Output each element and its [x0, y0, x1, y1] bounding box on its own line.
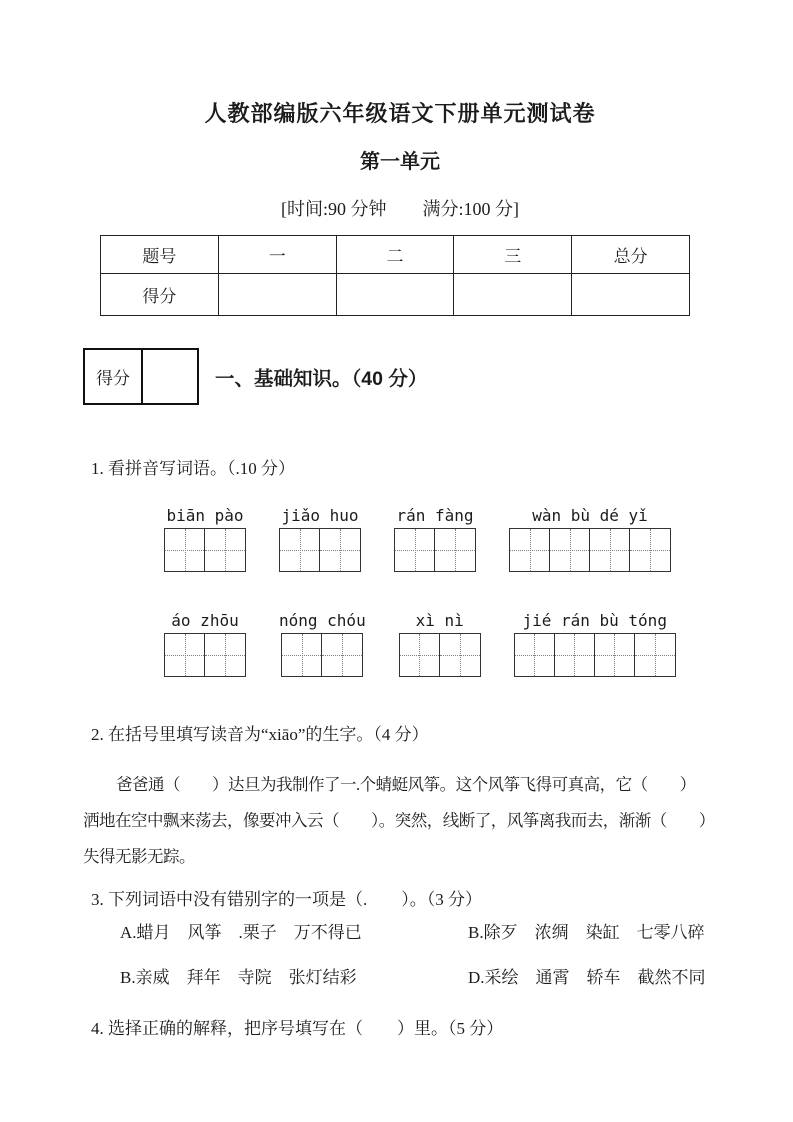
- options-row: [83, 966, 717, 990]
- pinyin-group: [164, 507, 246, 572]
- option-item: B.除歹 浓绸 染缸 七零八碎: [468, 923, 705, 942]
- writing-cell: [510, 529, 550, 571]
- question-4-text: 4. 选择正确的解释，把序号填写在（ ）里。（5 分）: [91, 1019, 504, 1038]
- writing-cell: [555, 634, 595, 676]
- pinyin-row: [83, 612, 717, 677]
- passage: [83, 767, 717, 875]
- pinyin-group: [509, 507, 671, 572]
- score-table-score-row: [101, 274, 690, 316]
- question-2-text: 2. 在括号里填写读音为“xiāo”的生字。（4 分）: [91, 725, 429, 744]
- pinyin-row: [83, 507, 717, 572]
- writing-cell: [630, 529, 670, 571]
- score-box-blank: [143, 350, 197, 403]
- writing-cell: [435, 529, 475, 571]
- writing-grid: [281, 633, 363, 677]
- question-1-text: 1. 看拼音写词语。（.10 分）: [91, 459, 295, 478]
- score-table-header-row: [101, 236, 690, 274]
- score-table-blank-cell: [572, 274, 690, 316]
- pinyin-group: [399, 612, 481, 677]
- pinyin-label: nóng chóu: [279, 611, 366, 630]
- writing-grid: [279, 528, 361, 572]
- writing-cell: [282, 634, 322, 676]
- writing-cell: [550, 529, 590, 571]
- pinyin-label: áo zhōu: [171, 611, 239, 630]
- option-item: D.采绘 通霄 轿车 截然不同: [468, 968, 706, 987]
- section-one-title: 一、基础知识。（40 分）: [215, 367, 428, 390]
- writing-cell: [400, 634, 440, 676]
- pinyin-group: [279, 612, 366, 677]
- pinyin-label: xì nì: [415, 611, 464, 630]
- writing-cell: [320, 529, 360, 571]
- paper-title: 人教部编版六年级语文下册单元测试卷: [204, 101, 596, 126]
- section-one-header: [83, 348, 717, 405]
- option-item: B.亲威 拜年 寺院 张灯结彩: [120, 968, 357, 987]
- pinyin-label: wàn bù dé yǐ: [532, 506, 648, 525]
- pinyin-label: biān pào: [166, 506, 244, 525]
- writing-cell: [395, 529, 435, 571]
- writing-cell: [515, 634, 555, 676]
- pinyin-label: jiǎo huo: [281, 506, 359, 525]
- writing-grid: [164, 633, 246, 677]
- score-table-blank-cell: [218, 274, 336, 316]
- score-table: [100, 235, 690, 316]
- score-box: [83, 348, 199, 405]
- writing-grid: [394, 528, 476, 572]
- writing-cell: [635, 634, 675, 676]
- pinyin-label: jié rán bù tóng: [522, 611, 667, 630]
- passage-line: 洒地在空中飘来荡去，像要冲入云（ ）。突然，线断了，风筝离我而去，渐渐（ ）: [83, 811, 715, 830]
- pinyin-group: [164, 612, 246, 677]
- score-table-header-cell: 一: [218, 236, 336, 274]
- writing-grid: [514, 633, 676, 677]
- writing-cell: [322, 634, 362, 676]
- writing-grid: [399, 633, 481, 677]
- score-table-blank-cell: [454, 274, 572, 316]
- score-table-header-cell: 题号: [101, 236, 219, 274]
- writing-grid: [164, 528, 246, 572]
- option-item: A.蜡月 风筝 .栗子 万不得已: [120, 923, 362, 942]
- passage-line: 失得无影无踪。: [83, 847, 195, 866]
- question-3-options: [83, 921, 717, 990]
- score-table-header-cell: 三: [454, 236, 572, 274]
- score-table-blank-cell: [336, 274, 454, 316]
- options-row: [83, 921, 717, 945]
- writing-cell: [165, 634, 205, 676]
- writing-cell: [205, 529, 245, 571]
- passage-line: 爸爸通（ ）达旦为我制作了一.个蜻蜓风筝。这个风筝飞得可真高，它（ ）: [116, 775, 696, 794]
- writing-grid: [509, 528, 671, 572]
- pinyin-label: rán fàng: [396, 506, 474, 525]
- score-row-label: 得分: [101, 274, 219, 316]
- score-table-header-cell: 二: [336, 236, 454, 274]
- writing-cell: [165, 529, 205, 571]
- score-box-label: 得分: [85, 350, 143, 403]
- score-table-header-cell: 总分: [572, 236, 690, 274]
- writing-cell: [205, 634, 245, 676]
- writing-cell: [595, 634, 635, 676]
- question-3-text: 3. 下列词语中没有错别字的一项是（. ）。（3 分）: [91, 890, 482, 909]
- writing-cell: [590, 529, 630, 571]
- pinyin-group: [394, 507, 476, 572]
- pinyin-group: [279, 507, 361, 572]
- writing-cell: [280, 529, 320, 571]
- exam-info: [时间:90 分钟 满分:100 分]: [281, 199, 519, 219]
- writing-cell: [440, 634, 480, 676]
- unit-title: 第一单元: [360, 151, 440, 173]
- pinyin-group: [514, 612, 676, 677]
